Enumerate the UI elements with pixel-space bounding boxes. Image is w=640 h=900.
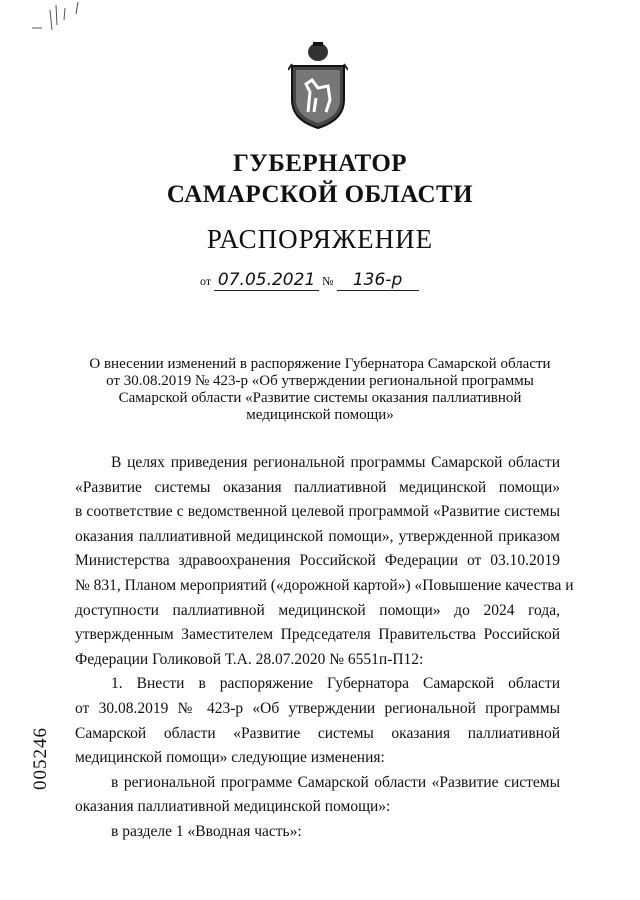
document-body — [75, 451, 574, 845]
body-line: оказания паллиативной медицинской помощи»: — [75, 798, 391, 816]
body-line: медицинской помощи» следующие изменения: — [75, 749, 385, 767]
body-line: Федерации Голиковой Т.А. 28.07.2020 № 6551п-П12: — [75, 650, 424, 668]
body-line: в соответствие с ведомственной целевой программой «Развитие системы — [75, 503, 560, 521]
body-line: № 831, Планом мероприятий («дорожной картой») «Повышение качества и — [75, 576, 574, 594]
body-line: в разделе 1 «Вводная часть»: — [111, 822, 302, 840]
number-prefix: № — [322, 274, 334, 288]
document-title — [60, 356, 580, 424]
body-line: 1. Внести в распоряжение Губернатора Самарской области — [111, 675, 560, 693]
org-name-line2: САМАРСКОЙ ОБЛАСТИ — [166, 181, 474, 208]
date-prefix: от — [200, 274, 212, 288]
body-line: «Развитие системы оказания паллиативной медицинской помощи» — [75, 478, 560, 496]
body-line: Министерства здравоохранения Российской Федерации от 03.10.2019 — [75, 552, 560, 570]
coat-of-arms-icon — [288, 40, 348, 130]
body-line: доступности паллиативной медицинской помощи» до 2024 года, — [75, 601, 560, 619]
title-line: от 30.08.2019 № 423-р «Об утверждении региональной программы — [106, 373, 534, 389]
scan-marks — [30, 0, 110, 30]
date-number-line — [200, 270, 440, 291]
document-date: 07.05.2021 — [214, 270, 319, 291]
title-line: О внесении изменений в распоряжение Губернатора Самарской области — [89, 356, 551, 372]
document-number: 136-р — [337, 270, 419, 291]
org-name-line1: ГУБЕРНАТОР — [232, 150, 408, 177]
document-type: РАСПОРЯЖЕНИЕ — [206, 224, 434, 254]
registration-stamp-number: 005246 — [30, 727, 51, 790]
body-line: Самарской области «Развитие системы оказания паллиативной — [75, 724, 560, 742]
body-line: оказания паллиативной медицинской помощи», утвержденной приказом — [75, 527, 560, 545]
body-line: В целях приведения региональной программы Самарской области — [111, 454, 560, 471]
title-line: медицинской помощи» — [246, 407, 394, 423]
body-line: от 30.08.2019 № 423-р «Об утверждении региональной программы — [75, 699, 560, 717]
body-line: в региональной программе Самарской области «Развитие системы — [111, 773, 560, 791]
body-line: утвержденным Заместителем Председателя Правительства Российской — [75, 626, 560, 644]
title-line: Самарской области «Развитие системы оказания паллиативной — [118, 390, 522, 406]
